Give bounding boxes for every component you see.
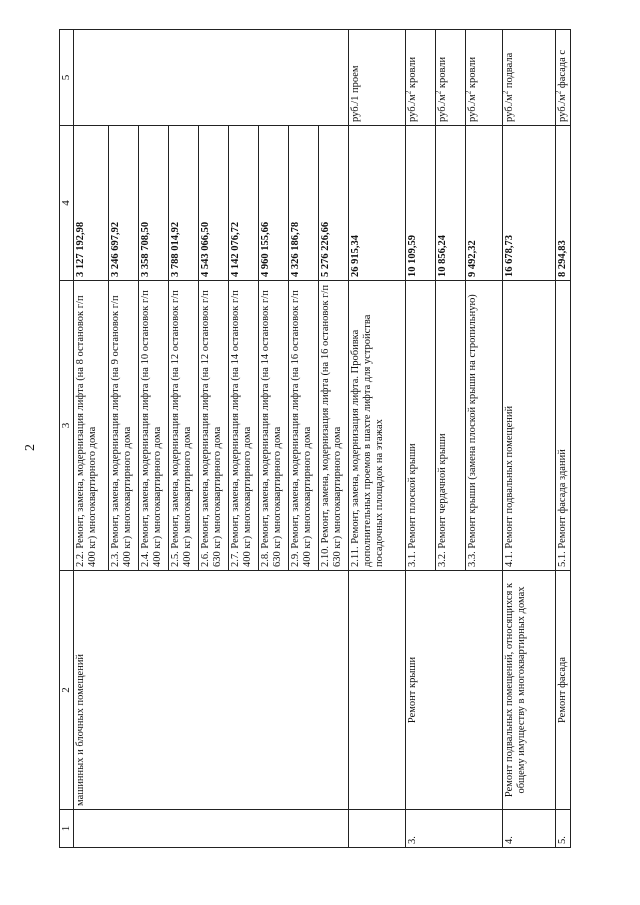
- work-description: 2.3. Ремонт, замена, модернизация лифта (на 9 остановок г/п 400 кг) многоквартирного дома: [109, 281, 139, 571]
- table-header-row: [60, 30, 74, 848]
- unit-tail: подвала: [504, 52, 515, 91]
- unit-tail: фасада с: [557, 49, 568, 91]
- cost-value: 4 543 066,50: [199, 126, 229, 281]
- work-description: 3.3. Ремонт крыши (замена плоской крыши на стропильную): [466, 281, 503, 571]
- unit: [406, 30, 436, 126]
- header-cell-1: 1: [60, 810, 74, 848]
- cost-value: 3 358 708,50: [139, 126, 169, 281]
- header-cell-2: 2: [60, 571, 74, 810]
- work-description: 4.1. Ремонт подвальных помещений: [503, 281, 556, 571]
- cost-value: 4 142 076,72: [229, 126, 259, 281]
- cost-value: 9 492,32: [466, 126, 503, 281]
- cost-table: [59, 29, 571, 848]
- row-number: [349, 810, 406, 848]
- table-row: [503, 30, 556, 848]
- cost-value: 3 788 014,92: [169, 126, 199, 281]
- unit: [436, 30, 466, 126]
- cost-value: 4 960 155,66: [259, 126, 289, 281]
- unit: [466, 30, 503, 126]
- header-cell-4: 4: [60, 126, 74, 281]
- unit-text: руб./м: [437, 94, 448, 122]
- unit-text: руб./м: [557, 94, 568, 122]
- row-number: [74, 810, 349, 848]
- work-description: 2.7. Ремонт, замена, модернизация лифта (на 14 остановок г/п 400 кг) многоквартирного дома: [229, 281, 259, 571]
- work-type: машинных и блочных помещений: [74, 571, 349, 810]
- work-description: 2.4. Ремонт, замена, модернизация лифта (на 10 остановок г/п 400 кг) многоквартирного дома: [139, 281, 169, 571]
- work-description: 5.1. Ремонт фасада зданий: [556, 281, 571, 571]
- work-description: 2.5. Ремонт, замена, модернизация лифта (на 12 остановок г/п 400 кг) многоквартирного дома: [169, 281, 199, 571]
- unit-superscript: 2: [464, 90, 473, 95]
- work-description: 2.11. Ремонт, замена, модернизация лифта. Пробивка дополнительных проемов в шахте лифта для устройства посадочных площадок на этажах: [349, 281, 406, 571]
- work-description: 2.6. Ремонт, замена, модернизация лифта (на 12 остановок г/п 630 кг) многоквартирного дома: [199, 281, 229, 571]
- table-row: [406, 30, 436, 848]
- unit-tail: кровли: [437, 56, 448, 91]
- row-number: 4.: [503, 810, 556, 848]
- cost-value: 4 326 186,78: [289, 126, 319, 281]
- unit: руб./1 проем: [349, 30, 406, 126]
- table-row: [556, 30, 571, 848]
- cost-value: 10 109,59: [406, 126, 436, 281]
- work-description: 3.2. Ремонт чердачной крыши: [436, 281, 466, 571]
- unit-superscript: 2: [434, 90, 443, 95]
- row-number: 5.: [556, 810, 571, 848]
- work-description: 2.8. Ремонт, замена, модернизация лифта (на 14 остановок г/п 630 кг) многоквартирного дома: [259, 281, 289, 571]
- work-description: 2.9. Ремонт, замена, модернизация лифта (на 16 остановок г/п 400 кг) многоквартирного дома: [289, 281, 319, 571]
- cost-value: 26 915,34: [349, 126, 406, 281]
- unit-text: руб./м: [467, 94, 478, 122]
- cost-value: 8 294,83: [556, 126, 571, 281]
- rotated-table-container: [59, 30, 566, 848]
- work-type: Ремонт крыши: [406, 571, 503, 810]
- work-description: 2.2. Ремонт, замена, модернизация лифта (на 8 остановок г/п 400 кг) многоквартирного дома: [74, 281, 109, 571]
- unit-text: руб./м: [407, 94, 418, 122]
- unit: [556, 30, 571, 126]
- row-number: 3.: [406, 810, 503, 848]
- work-type: Ремонт подвальных помещений, относящихся к общему имуществу в многоквартирных домах: [503, 571, 556, 810]
- cost-value: 3 127 192,98: [74, 126, 109, 281]
- table-row: [74, 30, 109, 848]
- unit-tail: кровли: [467, 56, 478, 91]
- cost-value: 16 678,73: [503, 126, 556, 281]
- cost-value: 10 856,24: [436, 126, 466, 281]
- work-description: 3.1. Ремонт плоской крыши: [406, 281, 436, 571]
- unit-superscript: 2: [404, 90, 413, 95]
- unit: [503, 30, 556, 126]
- work-type: Ремонт фасада: [556, 571, 571, 810]
- header-cell-5: 5: [60, 30, 74, 126]
- cost-value: 3 246 697,92: [109, 126, 139, 281]
- unit-superscript: 2: [501, 90, 510, 95]
- unit-text: руб./м: [504, 94, 515, 122]
- table-row: [349, 30, 406, 848]
- header-cell-3: 3: [60, 281, 74, 571]
- work-type: [349, 571, 406, 810]
- unit-tail: кровли: [407, 56, 418, 91]
- cost-value: 5 276 226,66: [319, 126, 349, 281]
- work-description: 2.10. Ремонт, замена, модернизация лифта (на 16 остановок г/п 630 кг) многоквартирного дома: [319, 281, 349, 571]
- unit-superscript: 2: [554, 90, 563, 95]
- page-number: 2: [23, 444, 38, 451]
- unit: [74, 30, 349, 126]
